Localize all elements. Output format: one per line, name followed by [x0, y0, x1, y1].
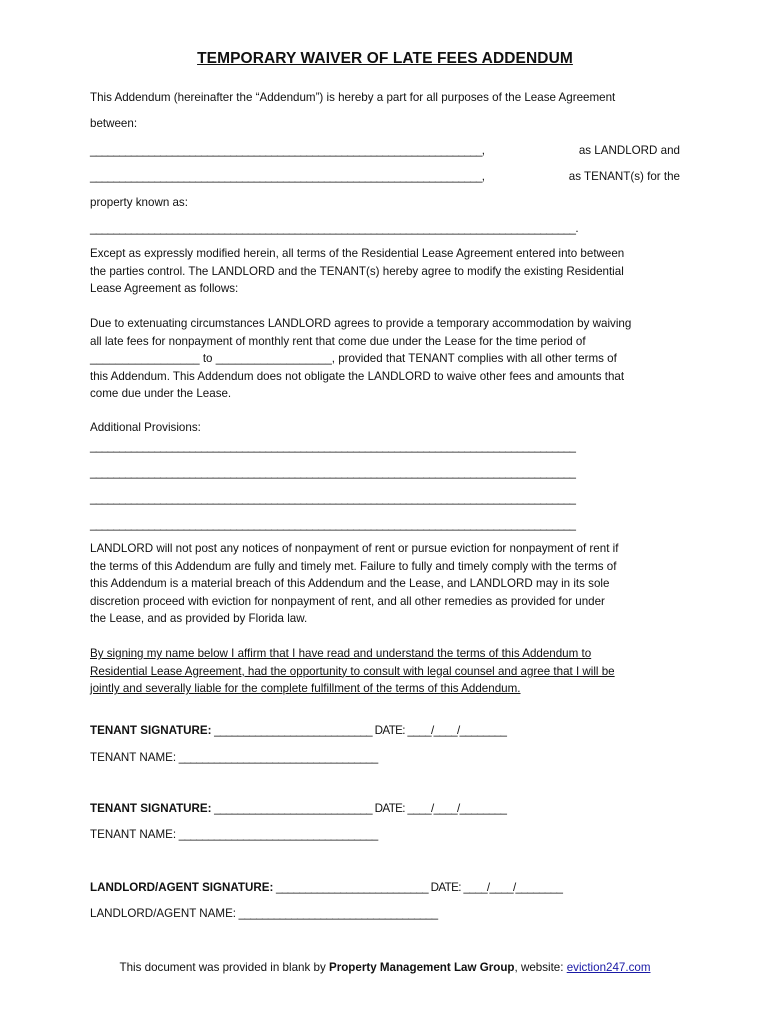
- para-line: the terms of this Addendum are fully and timely met. Failure to fully and timely comply with the terms of: [90, 559, 617, 573]
- para-line: Lease Agreement as follows:: [90, 282, 239, 295]
- landlord-role-label: as LANDLORD and: [578, 144, 680, 157]
- para-line: LANDLORD will not post any notices of nonpayment of rent or pursue eviction for nonpayment of rent if: [90, 542, 619, 555]
- intro-line-1: This Addendum (hereinafter the “Addendum”) is hereby a part for all purposes of the Lease Agreement: [90, 91, 616, 104]
- tenant-name-field[interactable]: __________________________________: [176, 828, 378, 841]
- tenant-name-label: TENANT NAME:: [90, 828, 177, 841]
- period-line[interactable]: _________________ to __________________, provided that TENANT complies with all other terms of: [90, 352, 617, 365]
- tenant-name-field[interactable]: __________________________________: [176, 751, 378, 764]
- tenant-blank[interactable]: ___________________________________________________________________,: [90, 170, 485, 183]
- tenant-signature-field[interactable]: ___________________________ DATE: ____/____/________: [211, 802, 507, 815]
- document-title: TEMPORARY WAIVER OF LATE FEES ADDENDUM: [197, 50, 573, 67]
- tenant-signature-field[interactable]: ___________________________ DATE: ____/____/________: [211, 724, 507, 737]
- property-label: property known as:: [90, 196, 188, 209]
- paragraph-eviction: [90, 540, 680, 628]
- para-line: come due under the Lease.: [90, 387, 232, 400]
- paragraph-waiver: [90, 315, 680, 403]
- para-line: Residential Lease Agreement, had the opportunity to consult with legal counsel and agree that I will be: [90, 664, 615, 678]
- provision-line[interactable]: ___________________________________________________________________________________: [90, 492, 576, 505]
- provision-line[interactable]: ___________________________________________________________________________________: [90, 440, 576, 453]
- para-line: Except as expressly modified herein, all terms of the Residential Lease Agreement entered into between: [90, 247, 625, 260]
- tenant2-signature-line: [90, 802, 506, 815]
- footer-website-link[interactable]: eviction247.com: [566, 961, 651, 974]
- tenant2-name-line: [90, 828, 378, 841]
- tenant1-name-line: [90, 751, 378, 764]
- landlord-name-label: LANDLORD/AGENT NAME:: [90, 907, 237, 920]
- landlord-signature-label: LANDLORD/AGENT SIGNATURE:: [90, 881, 274, 894]
- additional-provisions-label: Additional Provisions:: [90, 421, 201, 434]
- footer-prefix: This document was provided in blank by: [119, 961, 329, 974]
- footer-company: Property Management Law Group: [328, 961, 515, 974]
- tenant-signature-label: TENANT SIGNATURE:: [90, 724, 212, 737]
- para-line: this Addendum. This Addendum does not obligate the LANDLORD to waive other fees and amounts that: [90, 369, 625, 383]
- para-line: discretion proceed with eviction for nonpayment of rent, and all other remedies as provided for under: [90, 594, 605, 608]
- tenant-role-label: as TENANT(s) for the: [568, 170, 680, 183]
- para-line: By signing my name below I affirm that I have read and understand the terms of this Addendum to: [90, 647, 592, 660]
- para-line: this Addendum is a material breach of this Addendum and the Lease, and LANDLORD may in its sole: [90, 577, 610, 590]
- para-line: all late fees for nonpayment of monthly rent that come due under the Lease for the time period of: [90, 334, 586, 348]
- para-line: the Lease, and as provided by Florida law.: [90, 612, 308, 625]
- para-line: the parties control. The LANDLORD and the TENANT(s) hereby agree to modify the existing Residential: [90, 264, 624, 278]
- tenant-name-label: TENANT NAME:: [90, 751, 177, 764]
- para-line: jointly and severally liable for the complete fulfillment of the terms of this Addendum.: [90, 682, 521, 695]
- para-line: Due to extenuating circumstances LANDLORD agrees to provide a temporary accommodation by waiving: [90, 317, 632, 330]
- intro-line-2: between:: [90, 117, 138, 130]
- landlord-signature-field[interactable]: __________________________ DATE: ____/____/________: [273, 881, 563, 894]
- tenant-line: [90, 169, 680, 184]
- provision-line[interactable]: ___________________________________________________________________________________: [90, 466, 576, 479]
- paragraph-affirmation: [90, 645, 680, 698]
- tenant1-signature-line: [90, 724, 506, 737]
- landlord-signature-line: [90, 881, 562, 894]
- paragraph-terms: [90, 245, 680, 298]
- landlord-name-line: [90, 907, 437, 920]
- landlord-name-field[interactable]: __________________________________: [236, 907, 438, 920]
- provision-line[interactable]: ___________________________________________________________________________________: [90, 518, 576, 531]
- property-blank[interactable]: ___________________________________________________________________________________.: [90, 222, 578, 235]
- landlord-blank[interactable]: ___________________________________________________________________,: [90, 144, 485, 157]
- footer-middle: , website:: [514, 961, 567, 974]
- footer: [0, 961, 770, 974]
- tenant-signature-label: TENANT SIGNATURE:: [90, 802, 212, 815]
- landlord-line: [90, 143, 680, 158]
